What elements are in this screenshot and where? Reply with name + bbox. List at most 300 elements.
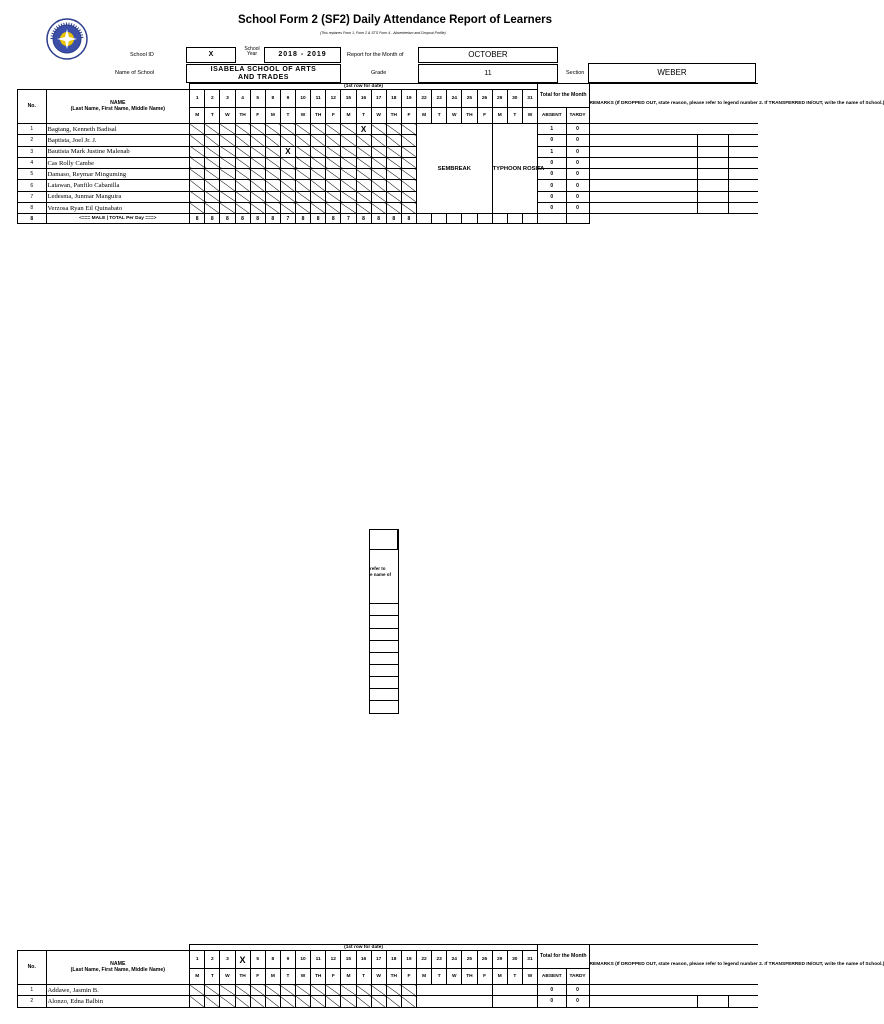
date-cell: 10 <box>296 951 311 969</box>
per-day-total: 8 <box>401 214 416 224</box>
weekday-cell: T <box>280 969 295 985</box>
absence-mark: X <box>280 146 295 157</box>
tardy-total: 0 <box>566 124 589 135</box>
learner-name: Cas Rolly Cambe <box>46 157 190 168</box>
present-cell <box>356 135 371 146</box>
present-cell <box>386 203 401 214</box>
present-cell <box>205 191 220 202</box>
present-cell <box>235 996 250 1007</box>
total-for-month-header: Total for the Month <box>538 945 590 969</box>
per-day-total: 8 <box>250 214 265 224</box>
present-cell <box>356 169 371 180</box>
male-total-label: <=== MALE | TOTAL Per Day ===> <box>46 214 190 224</box>
date-cell: 15 <box>341 90 356 108</box>
present-cell <box>190 169 205 180</box>
date-cell: 2 <box>205 951 220 969</box>
grade-field: 11 <box>418 64 558 83</box>
present-cell <box>220 124 235 135</box>
blank-cell <box>492 985 537 996</box>
remarks-cell <box>728 180 758 191</box>
weekday-cell: M <box>265 969 280 985</box>
per-day-total <box>477 214 492 224</box>
date-cell: 24 <box>447 951 462 969</box>
weekday-cell: W <box>371 969 386 985</box>
absent-total: 0 <box>538 169 567 180</box>
present-cell <box>190 146 205 157</box>
present-cell <box>250 180 265 191</box>
tardy-total: 0 <box>566 146 589 157</box>
per-day-total <box>522 214 537 224</box>
tardy-total <box>566 214 589 224</box>
report-month-label: Report for the Month of <box>347 52 404 58</box>
present-cell <box>326 996 341 1007</box>
weekday-cell: F <box>401 969 416 985</box>
weekday-cell: M <box>492 969 507 985</box>
present-cell <box>371 203 386 214</box>
tardy-total: 0 <box>566 985 589 996</box>
remarks-cell <box>589 169 698 180</box>
form-subtitle: (This replaces Form 1, Form 2 & STS Form 4 - Absenteeism and Dropout Profile) <box>320 31 446 35</box>
learner-number: 3 <box>18 146 47 157</box>
absent-total: 0 <box>538 996 567 1007</box>
present-cell <box>356 157 371 168</box>
date-cell: 11 <box>311 951 326 969</box>
male-attendance-table <box>17 83 884 224</box>
learner-number: 2 <box>18 996 47 1007</box>
present-cell <box>326 985 341 996</box>
present-cell <box>386 985 401 996</box>
learner-number: 5 <box>18 169 47 180</box>
present-cell <box>356 180 371 191</box>
present-cell <box>250 191 265 202</box>
no-header: No. <box>18 951 47 985</box>
school-year-field: 2018 - 2019 <box>264 47 341 63</box>
per-day-total: 8 <box>326 214 341 224</box>
present-cell <box>401 169 416 180</box>
per-day-total: 8 <box>356 214 371 224</box>
fragment-rule <box>369 640 398 641</box>
present-cell <box>341 146 356 157</box>
present-cell <box>296 169 311 180</box>
present-cell <box>341 203 356 214</box>
date-cell: 26 <box>477 951 492 969</box>
present-cell <box>220 135 235 146</box>
present-cell <box>280 124 295 135</box>
weekday-cell: F <box>250 969 265 985</box>
present-cell <box>386 157 401 168</box>
tardy-total: 0 <box>566 169 589 180</box>
date-cell: 19 <box>401 90 416 108</box>
tardy-total: 0 <box>566 203 589 214</box>
present-cell <box>401 124 416 135</box>
present-cell <box>296 996 311 1007</box>
remarks-cell <box>589 135 698 146</box>
present-cell <box>190 157 205 168</box>
table-row <box>18 135 759 146</box>
weekday-cell: W <box>522 108 537 124</box>
present-cell <box>296 146 311 157</box>
present-cell <box>190 203 205 214</box>
form-title: School Form 2 (SF2) Daily Attendance Report of Learners <box>238 14 552 26</box>
present-cell <box>250 135 265 146</box>
fragment-rule <box>369 664 398 665</box>
present-cell <box>341 996 356 1007</box>
learner-number: 2 <box>18 135 47 146</box>
summary-box-fragment <box>369 529 399 550</box>
present-cell <box>371 169 386 180</box>
weekday-cell: TH <box>462 969 477 985</box>
learner-number: 4 <box>18 157 47 168</box>
grade-label: Grade <box>371 70 387 76</box>
present-cell <box>265 203 280 214</box>
present-cell <box>250 146 265 157</box>
present-cell <box>311 180 326 191</box>
present-cell <box>205 996 220 1007</box>
weekday-cell: T <box>507 108 522 124</box>
learner-number: 7 <box>18 191 47 202</box>
date-cell: 30 <box>507 90 522 108</box>
present-cell <box>296 203 311 214</box>
table-row <box>18 203 759 214</box>
present-cell <box>235 191 250 202</box>
present-cell <box>280 203 295 214</box>
per-day-total: 8 <box>220 214 235 224</box>
date-cell: 19 <box>401 951 416 969</box>
present-cell <box>265 985 280 996</box>
present-cell <box>250 169 265 180</box>
present-cell <box>265 157 280 168</box>
present-cell <box>356 985 371 996</box>
table-row <box>18 169 759 180</box>
fragment-rule <box>369 676 398 677</box>
weekday-cell: M <box>417 108 432 124</box>
date-cell: 31 <box>522 90 537 108</box>
date-cell: 3 <box>220 951 235 969</box>
per-day-total <box>462 214 477 224</box>
date-cell: 2 <box>205 90 220 108</box>
present-cell <box>296 124 311 135</box>
blank-cell <box>728 214 758 224</box>
present-cell <box>401 180 416 191</box>
per-day-total <box>432 214 447 224</box>
absent-total: 0 <box>538 157 567 168</box>
blank-cell <box>492 996 537 1007</box>
present-cell <box>265 180 280 191</box>
present-cell <box>371 996 386 1007</box>
fragment-rule <box>369 615 398 616</box>
present-cell <box>371 180 386 191</box>
present-cell <box>401 157 416 168</box>
weekday-cell: M <box>492 108 507 124</box>
present-cell <box>250 985 265 996</box>
learner-name: Verzosa Ryan Eil Quinabato <box>46 203 190 214</box>
date-cell: 8 <box>265 951 280 969</box>
weekday-cell: T <box>356 969 371 985</box>
weekday-cell: W <box>220 969 235 985</box>
present-cell <box>356 191 371 202</box>
tardy-total: 0 <box>566 996 589 1007</box>
present-cell <box>326 157 341 168</box>
tardy-total: 0 <box>566 180 589 191</box>
absent-header: ABSENT <box>538 108 567 124</box>
present-cell <box>250 203 265 214</box>
section-field: WEBER <box>588 63 756 83</box>
present-cell <box>220 146 235 157</box>
learner-name: Bautista Mark Justine Malenab <box>46 146 190 157</box>
date-cell: 11 <box>311 90 326 108</box>
fragment-rule <box>369 700 398 701</box>
present-cell <box>341 124 356 135</box>
remarks-cell <box>589 996 698 1007</box>
section-label: Section <box>566 70 585 76</box>
date-cell: 22 <box>417 951 432 969</box>
date-cell: 12 <box>326 951 341 969</box>
remarks-cell <box>589 157 698 168</box>
date-cell: X <box>235 951 250 969</box>
weekday-cell: TH <box>311 108 326 124</box>
present-cell <box>280 996 295 1007</box>
present-cell <box>265 135 280 146</box>
absent-header: ABSENT <box>538 969 567 985</box>
learner-number: 1 <box>18 124 47 135</box>
date-cell: 25 <box>462 90 477 108</box>
present-cell <box>401 146 416 157</box>
present-cell <box>205 135 220 146</box>
present-cell <box>341 169 356 180</box>
date-cell: 1 <box>190 90 205 108</box>
present-cell <box>190 180 205 191</box>
date-cell: 23 <box>432 90 447 108</box>
date-fill-note: (1st row for date) <box>190 84 538 90</box>
present-cell <box>190 124 205 135</box>
present-cell <box>401 996 416 1007</box>
present-cell <box>386 169 401 180</box>
remarks-cell <box>589 191 698 202</box>
remarks-header: REMARKS (If DROPPED OUT, state reason, please refer to legend number 2. If TRANSFERRED IN/OUT, write the name of School.) <box>589 84 758 124</box>
table-row <box>18 996 759 1007</box>
blank-cell <box>698 214 729 224</box>
date-cell: 12 <box>326 90 341 108</box>
remarks-cell <box>728 146 758 157</box>
date-cell: 15 <box>341 951 356 969</box>
sembreak-label: SEMBREAK <box>417 124 493 214</box>
table-row <box>18 157 759 168</box>
absent-total: 0 <box>538 135 567 146</box>
per-day-total <box>447 214 462 224</box>
present-cell <box>205 180 220 191</box>
present-cell <box>235 203 250 214</box>
present-cell <box>250 157 265 168</box>
male-total-row <box>18 214 759 224</box>
school-year-label: School Year <box>244 46 260 57</box>
weekday-cell: W <box>296 969 311 985</box>
present-cell <box>296 191 311 202</box>
present-cell <box>205 169 220 180</box>
blank-cell <box>417 985 493 996</box>
present-cell <box>265 191 280 202</box>
present-cell <box>220 191 235 202</box>
per-day-total: 8 <box>235 214 250 224</box>
present-cell <box>235 135 250 146</box>
present-cell <box>205 146 220 157</box>
present-cell <box>311 985 326 996</box>
absent-total: 1 <box>538 146 567 157</box>
total-for-month-header: Total for the Month <box>538 84 590 108</box>
absent-total <box>538 214 567 224</box>
present-cell <box>190 996 205 1007</box>
present-cell <box>205 157 220 168</box>
present-cell <box>296 135 311 146</box>
learner-name: Ledesma, Junmar Manguira <box>46 191 190 202</box>
present-cell <box>401 985 416 996</box>
present-cell <box>401 191 416 202</box>
fragment-rule <box>369 628 398 629</box>
date-cell: 18 <box>386 90 401 108</box>
female-attendance-table <box>17 944 884 1008</box>
weekday-cell: T <box>432 108 447 124</box>
remarks-cell <box>589 985 758 996</box>
blank-cell <box>417 996 493 1007</box>
weekday-cell: M <box>265 108 280 124</box>
date-cell: 9 <box>280 90 295 108</box>
present-cell <box>190 985 205 996</box>
absent-total: 0 <box>538 180 567 191</box>
present-cell <box>280 135 295 146</box>
weekday-cell: F <box>477 108 492 124</box>
blank-cell <box>589 214 698 224</box>
name-header: NAME (Last Name, First Name, Middle Name) <box>46 90 190 124</box>
present-cell <box>220 169 235 180</box>
present-cell <box>401 135 416 146</box>
present-cell <box>371 124 386 135</box>
present-cell <box>326 180 341 191</box>
report-month-field: OCTOBER <box>418 47 558 63</box>
date-cell: 31 <box>522 951 537 969</box>
tardy-total: 0 <box>566 157 589 168</box>
weekday-cell: T <box>280 108 295 124</box>
date-cell: 17 <box>371 90 386 108</box>
present-cell <box>311 203 326 214</box>
table-row <box>18 191 759 202</box>
weekday-cell: W <box>296 108 311 124</box>
weekday-cell: W <box>522 969 537 985</box>
summary-note-line1: refer to <box>370 566 386 571</box>
date-cell: 4 <box>235 90 250 108</box>
fragment-rule <box>369 688 398 689</box>
remarks-cell <box>698 135 729 146</box>
weekday-cell: W <box>220 108 235 124</box>
date-cell: 22 <box>417 90 432 108</box>
table-row <box>18 146 759 157</box>
table-row <box>18 180 759 191</box>
remarks-cell <box>698 169 729 180</box>
present-cell <box>341 135 356 146</box>
present-cell <box>220 180 235 191</box>
date-cell: 18 <box>386 951 401 969</box>
present-cell <box>386 191 401 202</box>
weekday-cell: W <box>371 108 386 124</box>
present-cell <box>326 203 341 214</box>
date-cell: 17 <box>371 951 386 969</box>
weekday-cell: F <box>401 108 416 124</box>
present-cell <box>386 124 401 135</box>
date-cell: 26 <box>477 90 492 108</box>
weekday-cell: F <box>477 969 492 985</box>
present-cell <box>280 169 295 180</box>
per-day-total: 7 <box>280 214 295 224</box>
per-day-total <box>507 214 522 224</box>
weekday-cell: TH <box>235 108 250 124</box>
present-cell <box>220 996 235 1007</box>
present-cell <box>265 146 280 157</box>
present-cell <box>296 157 311 168</box>
learner-name: Baptista, Joel Jr. J. <box>46 135 190 146</box>
learner-name: Damaso, Reymar Minguming <box>46 169 190 180</box>
present-cell <box>371 157 386 168</box>
table-row <box>18 124 759 135</box>
learner-number: 8 <box>18 203 47 214</box>
per-day-total: 7 <box>341 214 356 224</box>
learner-number: 6 <box>18 180 47 191</box>
tardy-total: 0 <box>566 191 589 202</box>
absent-total: 0 <box>538 191 567 202</box>
weekday-cell: TH <box>386 969 401 985</box>
present-cell <box>386 180 401 191</box>
absence-mark: X <box>356 124 371 135</box>
remarks-cell <box>589 203 698 214</box>
name-header: NAME (Last Name, First Name, Middle Name) <box>46 951 190 985</box>
present-cell <box>341 157 356 168</box>
present-cell <box>341 180 356 191</box>
tardy-header: TARDY <box>566 969 589 985</box>
weekday-cell: TH <box>311 969 326 985</box>
present-cell <box>341 985 356 996</box>
date-cell: 3 <box>220 90 235 108</box>
weekday-cell: M <box>341 108 356 124</box>
present-cell <box>250 996 265 1007</box>
weekday-cell: TH <box>462 108 477 124</box>
date-cell: 24 <box>447 90 462 108</box>
present-cell <box>356 146 371 157</box>
date-fill-note: (1st row for date) <box>190 945 538 951</box>
present-cell <box>190 191 205 202</box>
learner-number: 1 <box>18 985 47 996</box>
remarks-header: REMARKS (If DROPPED OUT, state reason, please refer to legend number 2. If TRANSFERRED IN/OUT, write the name of School.) <box>589 945 758 985</box>
learner-name: Addawe, Jasmin B. <box>46 985 190 996</box>
present-cell <box>326 169 341 180</box>
per-day-total: 8 <box>386 214 401 224</box>
fragment-rule <box>369 603 398 604</box>
typhoon-label: TYPHOON ROSITA <box>492 124 537 214</box>
present-cell <box>371 146 386 157</box>
remarks-cell <box>728 203 758 214</box>
weekday-cell: F <box>326 108 341 124</box>
male-count: 8 <box>18 214 47 224</box>
present-cell <box>250 124 265 135</box>
remarks-cell <box>589 146 698 157</box>
weekday-cell: T <box>507 969 522 985</box>
deped-seal-icon <box>46 18 88 60</box>
date-cell: 29 <box>492 951 507 969</box>
date-cell: 5 <box>250 951 265 969</box>
present-cell <box>235 180 250 191</box>
school-id-label: School ID <box>130 52 154 58</box>
school-name-field: ISABELA SCHOOL OF ARTS AND TRADES <box>186 64 341 83</box>
present-cell <box>235 146 250 157</box>
school-name-label: Name of School <box>115 70 155 76</box>
present-cell <box>386 996 401 1007</box>
present-cell <box>220 157 235 168</box>
